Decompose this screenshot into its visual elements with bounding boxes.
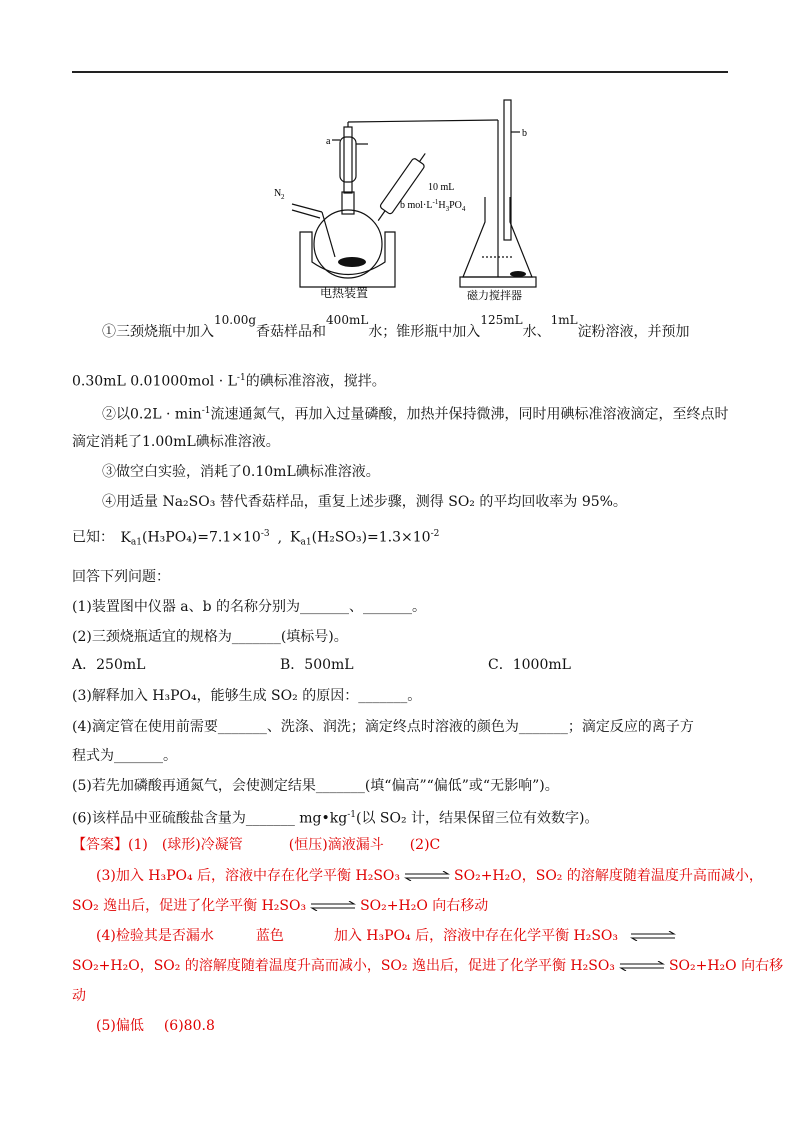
answer-3a: (3)加入 H₃PO₄ 后，溶液中存在化学平衡 H₂SO₃	[96, 868, 401, 884]
label-n2: N	[274, 188, 282, 199]
ka1-k: K	[120, 529, 131, 546]
question-1: (1)装置图中仪器 a、b 的名称分别为_______、_______。	[72, 599, 427, 615]
step1-flask-water: 125mL	[480, 313, 523, 327]
option-b	[280, 654, 354, 674]
known-label: 已知：	[72, 529, 114, 546]
answer-4b: 蓝色	[255, 928, 284, 944]
label-conc-tail: H	[438, 200, 446, 211]
answer-6: (6)80.8	[163, 1018, 215, 1034]
ka1-k-2: K	[290, 529, 301, 546]
answer-line-1	[72, 835, 440, 855]
answer-4a: (4)检验其是否漏水	[96, 928, 214, 944]
step2-line1	[102, 401, 728, 425]
question-6-sup: -1	[347, 810, 357, 820]
option-c-value: 1000mL	[512, 657, 571, 673]
answer-3-line1	[96, 866, 763, 886]
option-a-value: 250mL	[96, 657, 146, 673]
step1-starch-volume: 1mL	[550, 313, 578, 327]
header-rule	[72, 71, 728, 73]
option-a-label: A．	[72, 657, 97, 673]
step1-text-e: 淀粉溶液，并预加	[577, 324, 690, 340]
question-6-text-a: (6)该样品中亚硫酸盐含量为_______ mg•kg	[72, 810, 348, 827]
heater-label: 电热装置	[320, 286, 369, 300]
answer-4d: SO₂+H₂O，SO₂ 的溶解度随着温度升高而减小，SO₂ 逸出后，促进了化学平衡 H₂SO₃	[72, 958, 615, 974]
known-line: 已知： $K_{a1}(H_3PO_4)=7.1\times 10^{-3}$ , $K_{a1}(H_2SO_3)=1.3\times 10^{-2}$	[72, 529, 440, 548]
step1-text-a: ①三颈烧瓶中加入	[102, 324, 214, 340]
answer-5-6-line	[96, 1016, 215, 1036]
ka1-sub: a1	[130, 537, 143, 548]
ka1-sub-2: a1	[300, 537, 312, 548]
option-b-value: 500mL	[304, 657, 354, 673]
question-4-line2: 程式为_______。	[72, 748, 177, 764]
step3-text-a: ③做空白实验，消耗了	[102, 464, 242, 480]
step1-line1	[102, 313, 690, 342]
questions-intro: 回答下列问题：	[72, 569, 170, 585]
step2-text-d: 碘标准溶液。	[195, 434, 280, 450]
question-6-text-b: (以 SO₂ 计，结果保留三位有效数字)。	[356, 810, 599, 827]
answer-3d: SO₂+H₂O 向右移动	[360, 898, 489, 914]
step2-line2	[72, 432, 280, 452]
label-h3po4-sub: 3	[445, 205, 450, 213]
step3-line	[102, 462, 380, 482]
step3-text-b: 碘标准溶液。	[295, 464, 380, 480]
step2-text-c: 滴定消耗了	[72, 434, 142, 450]
answer-4e: SO₂+H₂O 向右移	[668, 958, 784, 974]
step1-iodine-sup: -1	[236, 373, 246, 383]
question-6	[72, 805, 599, 829]
equilibrium-arrow-icon	[630, 931, 676, 941]
answer-3b: SO₂+H₂O，SO₂ 的溶解度随着温度升高而减小，	[454, 868, 763, 884]
ka1-h3po4: (H₃PO₄)=7.1×10	[142, 529, 261, 546]
step2-flow-sup: -1	[201, 406, 211, 416]
step1-line2	[72, 368, 386, 392]
label-10ml: 10 mL	[428, 182, 455, 193]
step1-text-g: 的碘标准溶液，搅拌。	[245, 373, 386, 390]
step1-iodine-conc: 0.30mL 0.01000mol · L	[72, 373, 237, 390]
option-c	[488, 654, 571, 674]
answer-4-line1	[96, 926, 680, 946]
step1-text-b: 香菇样品和	[256, 324, 327, 340]
label-a: a	[326, 136, 331, 147]
label-conc	[400, 198, 466, 213]
answer-5: (5)偏低	[96, 1018, 144, 1034]
answer-3c: SO₂ 逸出后，促进了化学平衡 H₂SO₃	[72, 898, 307, 914]
step2-text-a: ②以	[102, 406, 130, 423]
ka1-h2so3: (H₂SO₃)=1.3×10	[311, 529, 431, 546]
label-po-sub: 4	[461, 205, 466, 213]
answer-1a: (1) (球形)冷凝管	[128, 837, 243, 853]
ka1-h2so3-exp: -2	[430, 529, 440, 539]
label-n2-sub: 2	[281, 193, 285, 201]
stirrer-label: 磁力搅拌器	[467, 290, 522, 302]
answer-2: (2)C	[409, 837, 441, 853]
step2-consumed: 1.00mL	[142, 434, 196, 450]
answer-tag: 【答案】	[72, 837, 128, 853]
apparatus-figure	[260, 92, 580, 302]
equilibrium-arrow-icon	[619, 961, 665, 971]
question-3: (3)解释加入 H₃PO₄，能够生成 SO₂ 的原因：_______。	[72, 688, 422, 704]
step1-text-d: 水、	[522, 324, 551, 340]
step2-flow: 0.2L · min	[130, 406, 202, 423]
step1-text-c: 水；锥形瓶中加入	[368, 324, 481, 340]
answer-4c: 加入 H₃PO₄ 后，溶液中存在化学平衡 H₂SO₃	[333, 928, 619, 944]
answer-1b: (恒压)滴液漏斗	[288, 837, 384, 853]
answer-4-line3: 动	[72, 988, 86, 1004]
equilibrium-arrow-icon	[310, 901, 356, 911]
label-conc-sup: -1	[432, 198, 439, 206]
label-conc-main: b mol·L	[400, 200, 433, 211]
step1-water-volume: 400mL	[326, 313, 369, 327]
ka1-h3po4-exp: -3	[260, 529, 270, 539]
option-a	[72, 654, 145, 674]
answer-4-line2	[72, 956, 783, 976]
question-2: (2)三颈烧瓶适宜的规格为_______(填标号)。	[72, 629, 348, 645]
step3-blank: 0.10mL	[242, 464, 296, 480]
step2-text-b: 流速通氮气，再加入过量磷酸，加热并保持微沸，同时用碘标准溶液滴定，至终点时	[210, 406, 729, 423]
option-c-label: C．	[488, 657, 513, 673]
label-po: PO	[449, 200, 462, 211]
step4-line: ④用适量 Na₂SO₃ 替代香菇样品，重复上述步骤，测得 SO₂ 的平均回收率为 95%。	[102, 494, 627, 510]
option-b-label: B．	[280, 657, 305, 673]
label-b: b	[522, 128, 527, 139]
step1-mass: 10.00g	[214, 313, 257, 327]
equilibrium-arrow-icon	[404, 871, 450, 881]
question-4-line1: (4)滴定管在使用前需要_______、洗涤、润洗；滴定终点时溶液的颜色为_______；滴定反应的离子方	[72, 719, 694, 735]
answer-3-line2	[72, 896, 488, 916]
question-5: (5)若先加磷酸再通氮气，会使测定结果_______(填“偏高”“偏低”或“无影响”)。	[72, 778, 559, 794]
